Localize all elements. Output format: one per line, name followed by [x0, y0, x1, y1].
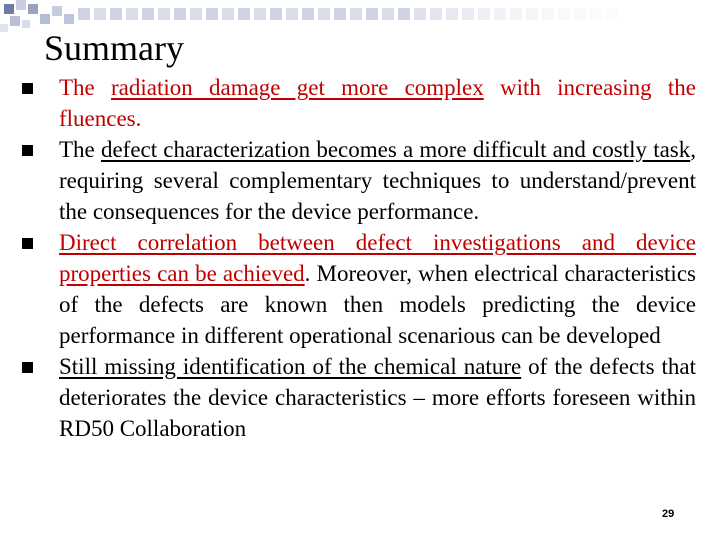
- bullet-item: [22, 351, 696, 444]
- bullet-text: [59, 72, 696, 134]
- text-segment: . Moreover, when electrical characteristics of the defects are known then models predicting the device performance in different operational scenarious can be developed: [59, 261, 696, 348]
- bullet-text: [59, 134, 696, 227]
- bullet-item: [22, 134, 696, 227]
- text-segment: Still missing identification of the chemical nature: [59, 354, 522, 379]
- page-number: 29: [662, 508, 675, 520]
- text-segment: defect characterization becomes a more difficult and costly task: [100, 137, 691, 162]
- text-segment: radiation damage get more complex: [111, 75, 484, 100]
- text-segment: The: [59, 137, 101, 162]
- bullet-item: [22, 72, 696, 134]
- square-bullet-icon: [22, 238, 33, 249]
- bullet-text: [59, 227, 696, 351]
- bullet-text: [59, 351, 696, 444]
- bullet-item: [22, 227, 696, 351]
- text-segment: , requiring several complementary techniques to understand/prevent the consequences for the device performance.: [59, 137, 696, 224]
- text-segment: The: [59, 75, 111, 100]
- square-bullet-icon: [22, 145, 33, 156]
- text-segment: with increasing the fluences.: [59, 75, 696, 131]
- square-bullet-icon: [22, 362, 33, 373]
- slide-title: Summary: [44, 28, 184, 68]
- bullet-list: [22, 72, 696, 444]
- square-bullet-icon: [22, 83, 33, 94]
- text-segment: Direct correlation between defect investigations and device properties can be achieved: [59, 230, 696, 286]
- text-segment: of the defects that deteriorates the device characteristics – more efforts foreseen within RD50 Collaboration: [59, 354, 696, 441]
